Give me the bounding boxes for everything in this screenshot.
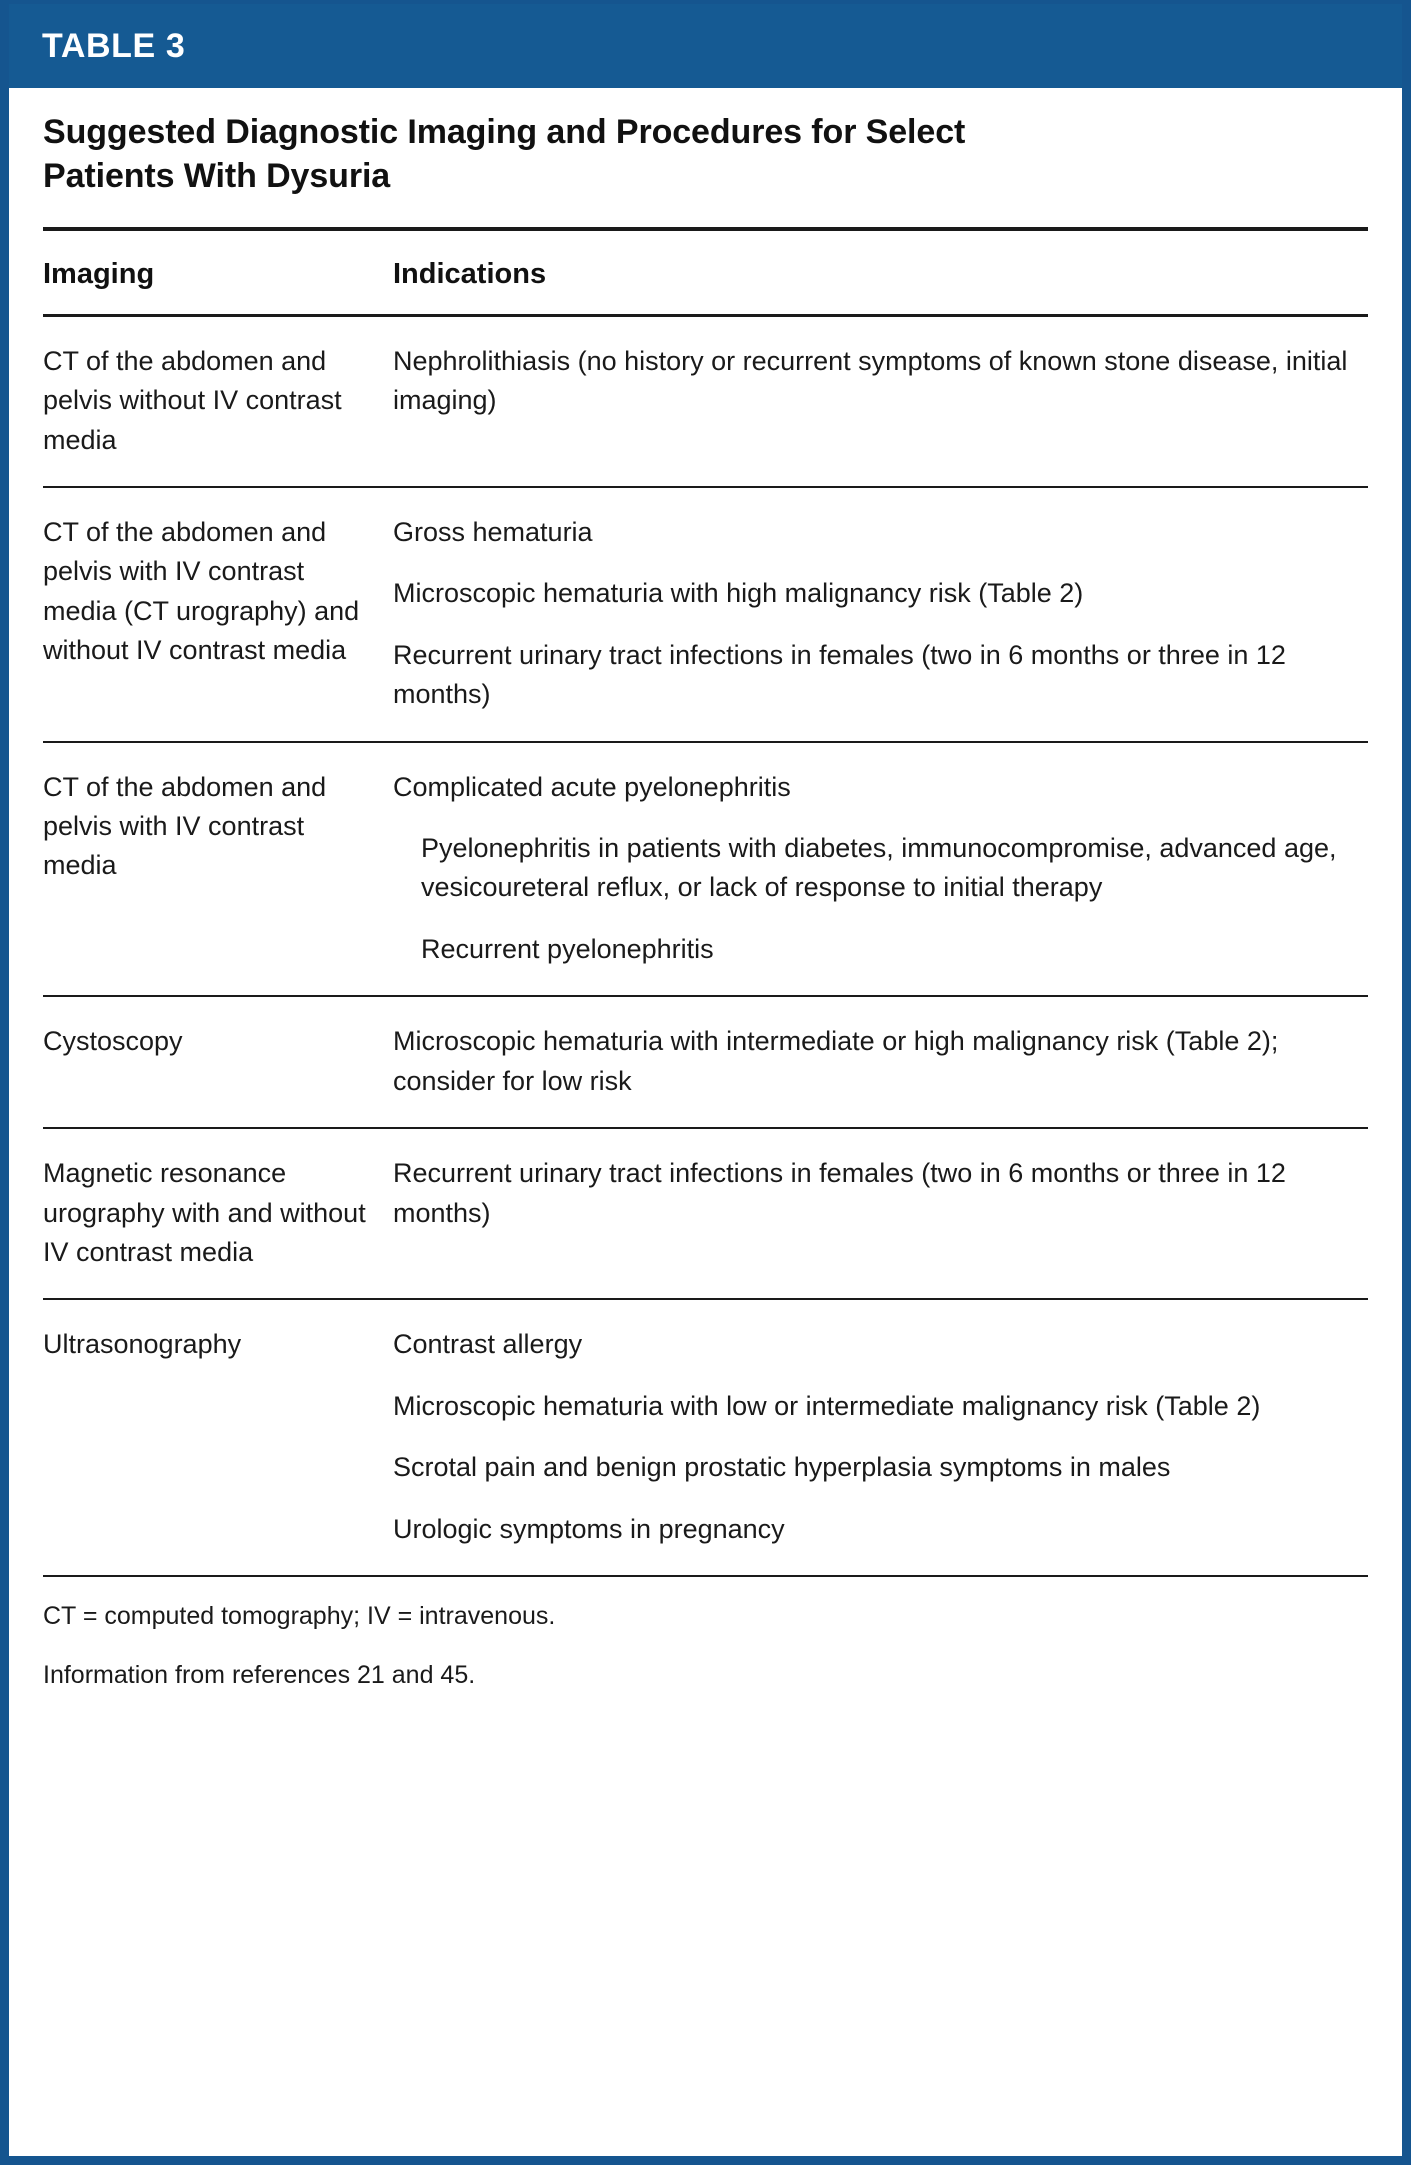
cell-imaging [43,342,393,460]
cell-imaging [43,1154,393,1272]
imaging-label: CT of the abdomen and pelvis without IV contrast media [43,345,342,455]
table-footnotes [43,1577,1368,1693]
cell-imaging [43,1325,393,1364]
indication-item: Recurrent urinary tract infections in females (two in 6 months or three in 12 months) [393,1158,1286,1228]
indication-item: Scrotal pain and benign prostatic hyperplasia symptoms in males [393,1452,1171,1483]
column-header-indications: Indications [393,258,547,291]
imaging-label: Cystoscopy [43,1026,183,1057]
cell-imaging [43,513,393,671]
imaging-label: CT of the abdomen and pelvis with IV contrast media (CT urography) and without IV contrast media [43,517,360,666]
abbreviations-note: CT = computed tomography; IV = intravenous. [43,1601,556,1630]
column-header-imaging: Imaging [43,258,155,291]
indication-item: Recurrent urinary tract infections in females (two in 6 months or three in 12 months) [393,639,1286,710]
cell-indications [393,768,1368,970]
indication-item: Complicated acute pyelonephritis [393,771,791,802]
source-note: Information from references 21 and 45. [43,1660,476,1689]
imaging-label: Magnetic resonance urography with and without IV contrast media [43,1158,366,1267]
table-row [43,1300,1368,1575]
table-body [9,88,1402,2156]
indication-subitem: Pyelonephritis in patients with diabetes, immunocompromise, advanced age, vesicoureteral reflux, or lack of response to initial therapy [421,833,1337,903]
indication-item: Microscopic hematuria with low or intermediate malignancy risk (Table 2) [393,1390,1261,1421]
cell-indications [393,342,1368,421]
table-header-row [43,231,1368,314]
header-cell-imaging [43,257,393,292]
indication-item: Contrast allergy [393,1329,583,1360]
table-row [43,743,1368,996]
table-title: Suggested Diagnostic Imaging and Procedures for Select Patients With Dysuria [43,113,966,195]
cell-imaging [43,1022,393,1061]
cell-indications [393,1154,1368,1233]
imaging-label: CT of the abdomen and pelvis with IV contrast media [43,771,327,881]
table-number-label: TABLE 3 [42,27,186,65]
indication-item: Microscopic hematuria with intermediate or high malignancy risk (Table 2); consider for low risk [393,1026,1279,1096]
indication-item: Gross hematuria [393,517,593,548]
indication-item: Microscopic hematuria with high malignancy risk (Table 2) [393,578,1084,609]
table-row [43,997,1368,1127]
cell-imaging [43,768,393,886]
table-row [43,317,1368,486]
cell-indications [393,513,1368,715]
indication-item: Nephrolithiasis (no history or recurrent symptoms of known stone disease, initial imaging) [393,345,1348,416]
table-row [43,488,1368,741]
indication-subitem: Recurrent pyelonephritis [421,933,714,964]
table-row [43,1129,1368,1298]
indication-item: Urologic symptoms in pregnancy [393,1513,785,1544]
cell-indications [393,1022,1368,1101]
cell-indications [393,1325,1368,1549]
imaging-label: Ultrasonography [43,1329,242,1360]
table-banner [0,0,1411,88]
header-cell-indications [393,257,1368,292]
